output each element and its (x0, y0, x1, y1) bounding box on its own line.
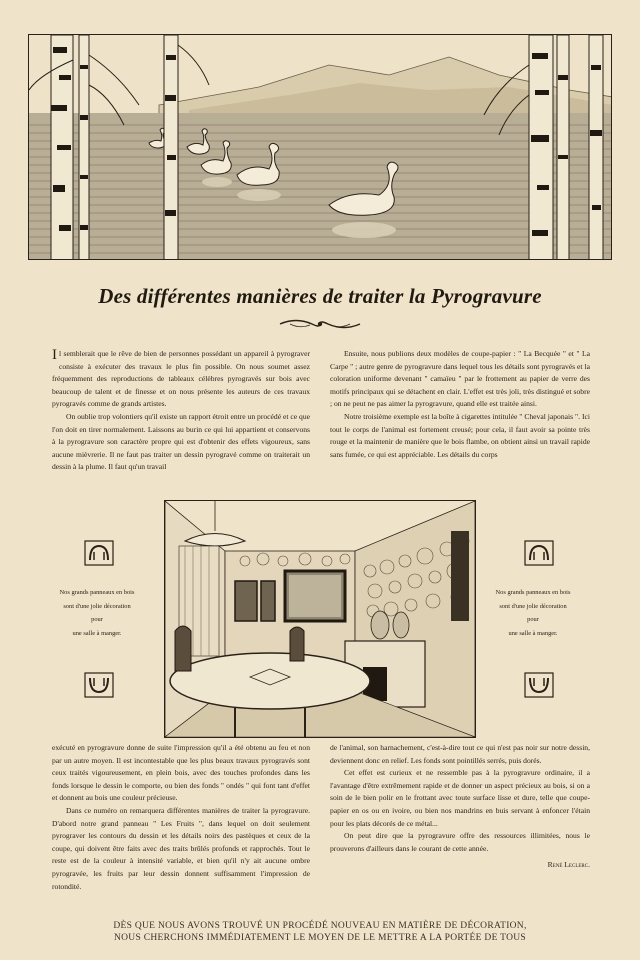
text-column-top-left (52, 348, 310, 474)
paragraph: Ensuite, nous publions deux modèles de coupe-papier : " La Becquée " et " La Carpe " ; autre genre de pyrogravure dans lequel tous les détails sont pyrogravés et la coloration uniforme devenant " camaïeu " par le frottement au papier de verre des motifs principaux qui se détachent en clair. L'effet est très joli, très distingué et sobre ; on ne peut ne pas aimer la pyrogravure, quand elle est traitée ainsi. (330, 349, 590, 409)
caption-line: Nos grands panneaux en bois (59, 589, 135, 596)
swan-lake-drawing (29, 35, 612, 260)
paragraph: exécuté en pyrogravure donne de suite l'impression qu'il a été obtenu au feu et non par un autre moyen. Il est incontestable que les plus beaux travaux pyrogravés sont ceux traités vigoureusement, en plein bois, avec des touches profondes dans les fonds lorsque le dessin le comporte, ou bien des fonds " ondés " qui font tant d'effet et donnent au bois une couleur précieuse. (52, 743, 310, 803)
caption-line: Nos grands panneaux en bois (495, 589, 571, 596)
caption-left (42, 586, 152, 640)
art-nouveau-ornament-icon (524, 540, 554, 566)
author-signature: René Leclerc. (547, 860, 590, 870)
caption-line: une salle à manger. (508, 629, 558, 637)
caption-line: pour (91, 616, 103, 623)
caption-line: une salle à manger. (72, 629, 122, 637)
drop-cap: I (52, 347, 57, 363)
text-column-bottom-right (330, 742, 590, 872)
paragraph: On peut dire que la pyrogravure offre des ressources illimitées, nous le prouverons d'ailleurs dans le courant de cette année. (330, 831, 590, 853)
paragraph: Notre troisième exemple est la boîte à cigarettes intitulée " Cheval japonais ". Ici tout le corps de l'animal est fortement creusé; pour cela, il faut avoir sa pointe très rouge et la maintenir de manière que le bois flambe, on obtient ainsi un travail rapide sans fumée, ce qui est appréciable. Les détails du corps (330, 411, 590, 459)
dining-room-illustration (164, 500, 476, 738)
article-title: Des différentes manières de traiter la Pyrogravure (98, 284, 542, 308)
art-nouveau-ornament-icon (524, 672, 554, 698)
title-flourish-ornament (276, 315, 364, 333)
paragraph: de l'animal, son harnachement, c'est-à-dire tout ce qui n'est pas noir sur notre dessin, deviennent donc en relief. Les fonds sont pointillés serrés, puis dorés. (330, 743, 590, 765)
dining-room-drawing (165, 501, 475, 737)
paragraph: Dans ce numéro on remarquera différentes manières de traiter la pyrogravure. D'abord notre grand panneau " Les Fruits ", dans lequel on doit seulement pyrograver les contours du dessin et les détails noirs des pastèques et ceux de la coupe, qui doivent être faits avec des traits brûlés profonds et rapprochés. Tout le reste est de la couleur à intensité variable, et bien qu'il n'y ait aucune ombre pyrogravée, les fruits par leur dessin donnent suffisamment l'impression de rotondité. (52, 805, 310, 891)
footer-line: DÈS QUE NOUS AVONS TROUVÉ UN PROCÉDÉ NOUVEAU EN MATIÈRE DE DÉCORATION, (113, 921, 527, 931)
art-nouveau-ornament-icon (84, 672, 114, 698)
caption-line: sont d'une jolie décoration (499, 602, 567, 610)
footer-slogan (40, 920, 600, 944)
caption-line: sont d'une jolie décoration (63, 602, 131, 610)
text-column-bottom-left (52, 742, 310, 893)
footer-line: NOUS CHERCHONS IMMÉDIATEMENT LE MOYEN DE LE METTRE A LA PORTÉE DE TOUS (113, 933, 527, 943)
paragraph-text: l semblerait que le rêve de bien de personnes possédant un appareil à pyrograver consiste à exécuter des travaux le plus fin possible. On nous soumet assez fréquemment des reproductions de tableaux célèbres pyrogravés sur bois avec beaucoup de talent et de finesse et on nous présente les auteurs de ces travaux pyrogravés comme de grands artistes. (52, 349, 310, 409)
caption-line: pour (527, 616, 539, 623)
caption-right (478, 586, 588, 640)
art-nouveau-ornament-icon (84, 540, 114, 566)
swan-lake-illustration (28, 34, 612, 260)
paragraph (52, 348, 310, 411)
paragraph: Cet effet est curieux et ne ressemble pas à la pyrogravure ordinaire, il a l'avantage d'être extrêmement rapide et de donner un aspect précieux au bois, si on a soin de le bien polir en le frottant avec toute surface lisse et dure, telle que coupe-papier en os ou en ivoire, ou bien nos mandrins en buis servant à enfoncer l'étain pour les plats décorés de ce métal... (330, 768, 590, 828)
paragraph: On oublie trop volontiers qu'il existe un rapport étroit entre un procédé et ce que l'on doit en tirer normalement. Laissons au burin ce qui lui appartient et conservons à la pyrogravure son caractère propre qui est d'obtenir des effets vigoureux, sans aucune mièvrerie. Il ne faut pas traiter un dessin pyrogravé comme on traiterait un dessin à la plume. Il faut qu'un travail (52, 411, 310, 472)
text-column-top-right (330, 348, 590, 461)
